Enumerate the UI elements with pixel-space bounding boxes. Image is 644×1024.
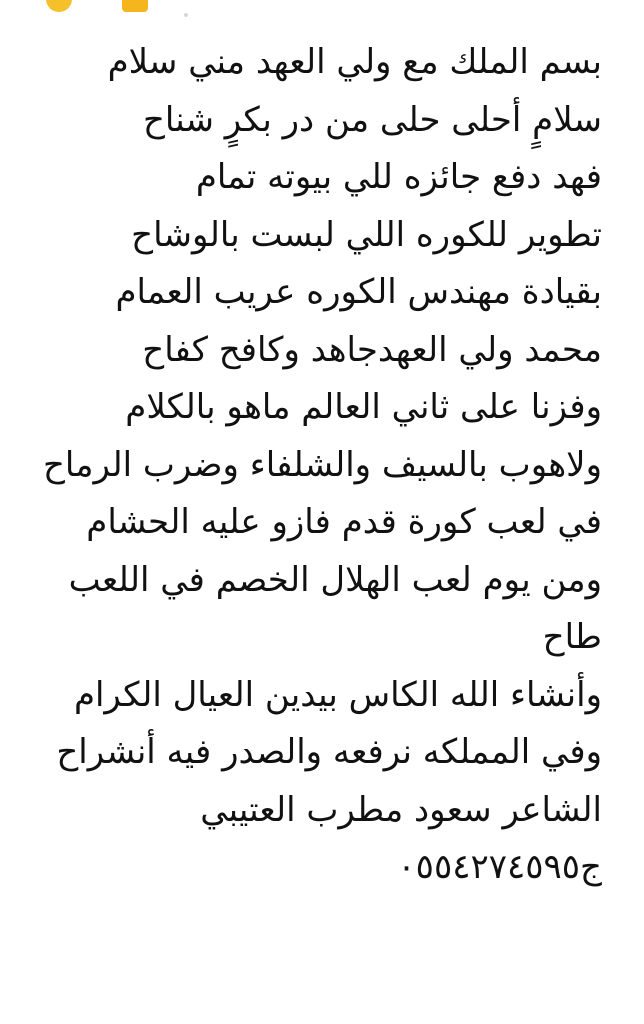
poem-line: ولاهوب بالسيف والشلفاء وضرب الرماح <box>42 444 602 485</box>
face-emoji-icon <box>46 0 72 12</box>
phone-number: ج٠٥٥٤٢٧٤٥٩٥ <box>397 847 602 887</box>
poem-line: بقيادة مهندس الكوره عريب العمام <box>115 272 602 312</box>
emoji-icon <box>122 0 148 12</box>
poem-line: وأنشاء الله الكاس بيدين العيال الكرام <box>73 674 602 715</box>
poem-line: في لعب كورة قدم فازو عليه الحشام <box>86 502 602 542</box>
poem-line: وفزنا على ثاني العالم ماهو بالكلام <box>125 387 602 427</box>
poet-signature: الشاعر سعود مطرب العتيبي <box>200 789 602 830</box>
poem-line: تطوير للكوره اللي لبست بالوشاح <box>131 214 602 255</box>
poem-text <box>37 34 602 897</box>
poem-line: سلامٍ أحلى حلى من در بكرٍ شناح <box>142 99 602 140</box>
cropped-emoji-row <box>0 0 644 14</box>
poem-line: محمد ولي العهدجاهد وكافح كفاح <box>142 329 602 370</box>
poem-line: فهد دفع جائزه للي بيوته تمام <box>195 157 602 197</box>
poem-line: طاح <box>542 617 602 657</box>
poem-line: وفي المملكه نرفعه والصدر فيه أنشراح <box>56 732 602 772</box>
poem-line: ومن يوم لعب الهلال الخصم في اللعب <box>68 559 602 600</box>
dot-mark <box>184 13 188 17</box>
poem-line: بسم الملك مع ولي العهد مني سلام <box>107 42 602 82</box>
